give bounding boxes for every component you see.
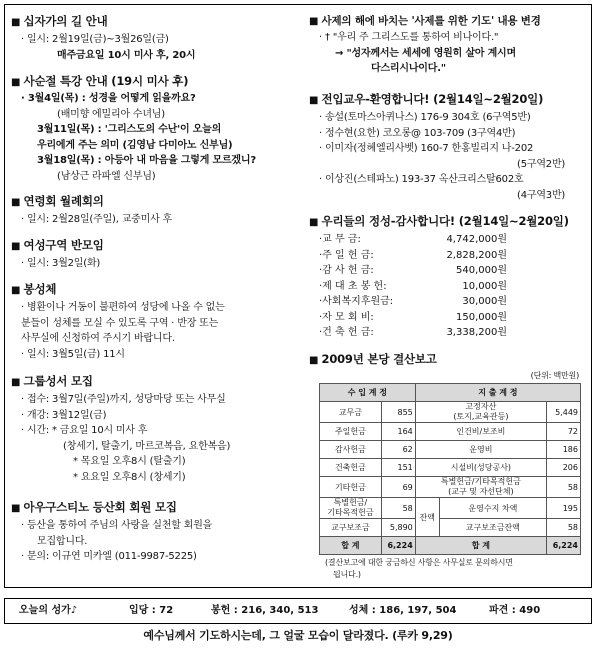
info-line: · 등산을 통하여 주님의 사랑을 실천할 회원을 xyxy=(21,520,213,531)
offering-amount: 4,742,000원 xyxy=(446,234,507,245)
hymn-recessional: 파견 : 490 xyxy=(489,605,541,616)
expense-total-label: 합 계 xyxy=(415,537,546,555)
prayer-line: → "성자께서는 세세에 영원히 살아 계시며 xyxy=(335,47,516,59)
section-offering xyxy=(309,213,587,341)
offering-label: ·자 모 회 비: xyxy=(319,311,374,323)
section-title: ■ 사순절 특강 안내 (19시 미사 후) xyxy=(11,73,301,89)
hymn-entrance: 입당 : 72 xyxy=(129,605,174,616)
offering-label: ·주 일 헌 금: xyxy=(319,249,374,261)
expense-value: 195 xyxy=(547,498,581,519)
offering-row xyxy=(309,325,587,341)
info-line: * 목요일 오후8시 (탈출기) xyxy=(73,456,186,467)
lecture-line: 3월18일(목) : 아등아 내 마음을 그렇게 모르겠니? xyxy=(37,155,256,166)
hymn-communion: 성체 : 186, 197, 504 xyxy=(349,605,457,616)
expense-value: 206 xyxy=(547,459,581,477)
income-value: 62 xyxy=(381,441,415,459)
table-row xyxy=(320,498,581,519)
offering-row xyxy=(309,279,587,295)
expense-value: 58 xyxy=(547,519,581,537)
table-row xyxy=(320,519,581,537)
schedule-line: · 일시: 2월19일(금)~3월26일(금) xyxy=(21,34,169,45)
offering-amount: 150,000원 xyxy=(455,311,507,323)
offering-row xyxy=(309,310,587,326)
expense-label-line: (교구 및 자선단체) xyxy=(448,487,514,496)
section-home-communion xyxy=(11,281,301,362)
income-label: 건축헌금 xyxy=(320,459,382,477)
expense-total-value: 6,224 xyxy=(547,537,581,555)
expense-value: 5,449 xyxy=(547,402,581,423)
section-title: ■ 십자가의 길 안내 xyxy=(11,13,301,29)
info-line: * 요요일 오후8시 (창세기) xyxy=(73,471,186,483)
bible-verse: 예수님께서 기도하시는데, 그 얼굴 모습이 달라졌다. (루카 9,29) xyxy=(143,629,453,642)
table-header-row xyxy=(320,384,581,402)
offering-amount: 2,828,200원 xyxy=(446,249,507,261)
offering-label: ·교 무 금: xyxy=(319,234,361,245)
offering-amount: 10,000원 xyxy=(462,280,507,292)
expense-label: 운영비 xyxy=(415,441,546,459)
income-label xyxy=(320,498,382,519)
contact-line: · 문의: 이규연 미카엘 (011-9987-5225) xyxy=(21,551,197,562)
section-title: ■ 우리들의 정성-감사합니다! (2월14일~2월20일) xyxy=(309,213,587,229)
info-line: (창세기, 탈출기, 마르코복음, 요한복음) xyxy=(63,440,231,452)
section-title: ■ 전입교우-환영합니다! (2월14일~2월20일) xyxy=(309,91,587,107)
info-line: 모집합니다. xyxy=(37,535,88,547)
newcomer-line: (4구역3반) xyxy=(517,189,566,201)
section-elders-meeting xyxy=(11,193,301,228)
offering-list xyxy=(309,232,587,341)
income-label-line: 기타목적헌금 xyxy=(327,508,374,517)
settlement-note: 됩니다.) xyxy=(333,570,361,579)
info-line: · 병환이나 거동이 불편하여 성당에 나올 수 없는 xyxy=(21,302,225,313)
offering-amount: 30,000원 xyxy=(462,296,507,307)
expense-value: 58 xyxy=(547,477,581,498)
balance-label: 잔액 xyxy=(415,498,439,537)
section-title: ■ 여성구역 반모임 xyxy=(11,237,301,253)
lecture-line: · 3월4일(목) : 성경을 어떻게 읽을까요? xyxy=(21,93,196,104)
offering-label: ·건 축 헌 금: xyxy=(319,327,374,338)
newcomer-line: (5구역2반) xyxy=(517,158,566,170)
section-title: ■ 2009년 본당 결산보고 xyxy=(309,351,587,367)
section-title: ■ 연령회 월례회의 xyxy=(11,193,301,209)
table-row xyxy=(320,477,581,498)
lecture-speaker: (남상근 라파엘 신부님) xyxy=(57,170,156,182)
expense-value: 186 xyxy=(547,441,581,459)
income-label: 감사헌금 xyxy=(320,441,382,459)
info-line: · 일시: 2월28일(주일), 교중미사 후 xyxy=(21,214,172,225)
settlement-note: (결산보고에 대한 궁금하신 사항은 사무실로 문의하시면 xyxy=(325,558,513,567)
newcomer-line: · 정수현(요한) 코오롱@ 103-709 (3구역4반) xyxy=(319,127,516,139)
offering-label: ·감 사 헌 금: xyxy=(319,265,374,276)
expense-label: 운영수지 차액 xyxy=(439,498,546,519)
info-line: · 일시: 3월5일(금) 11시 xyxy=(21,348,125,360)
offering-label: ·제 대 초 봉 헌: xyxy=(319,280,387,292)
newcomer-line: · 송설(토마스아퀴나스) 176-9 304호 (6구역5반) xyxy=(319,112,531,123)
info-line: · 개강: 3월12일(금) xyxy=(21,409,107,421)
settlement-table xyxy=(319,383,581,555)
lecture-line: 우리에게 주는 의미 (김영남 다미아노 신부님) xyxy=(37,139,233,151)
section-lent-lecture xyxy=(11,73,301,184)
expense-header: 지 출 계 정 xyxy=(415,384,580,402)
hymn-bar xyxy=(4,598,592,624)
section-newcomers xyxy=(309,91,587,203)
schedule-line: 매주금요일 10시 미사 후, 20시 xyxy=(57,49,196,61)
newcomer-line: · 이미자(정혜엘리사벳) 160-7 한홍빌리지 나-202 xyxy=(319,143,534,154)
section-way-of-cross xyxy=(11,13,301,63)
lecture-speaker: (배미향 에밀리아 수녀님) xyxy=(57,108,165,120)
prayer-line: · † "우리 주 그리스도를 통하여 비나이다." xyxy=(319,32,499,43)
lecture-line: 3월11일(목) : '그리스도의 수난'이 오늘의 xyxy=(37,124,222,135)
expense-label: 시설비(성당공사) xyxy=(415,459,546,477)
section-settlement xyxy=(309,351,587,581)
expense-label: 인건비/보조비 xyxy=(415,423,546,441)
offering-row xyxy=(309,248,587,264)
expense-label-line: 고정자산 xyxy=(465,402,497,411)
section-bible-study xyxy=(11,373,301,485)
income-value: 151 xyxy=(381,459,415,477)
total-row xyxy=(320,537,581,555)
income-label: 교구보조금 xyxy=(320,519,382,537)
offering-label: ·사회복지후원금: xyxy=(319,296,394,307)
income-label-line: 특별헌금/ xyxy=(333,498,368,507)
section-prayer-change xyxy=(309,13,587,77)
hymn-offertory: 봉헌 : 216, 340, 513 xyxy=(211,605,319,616)
offering-row xyxy=(309,294,587,310)
income-value: 5,890 xyxy=(381,519,415,537)
table-row xyxy=(320,423,581,441)
section-hiking-club xyxy=(11,499,301,565)
newcomer-line: · 이상진(스테파노) 193-37 옥산크리스탈602호 xyxy=(319,174,524,185)
income-value: 855 xyxy=(381,402,415,423)
info-line: 사무실에 신청하여 주시기 바랍니다. xyxy=(21,333,175,344)
expense-label-line: 특별헌금/기타목적헌금 xyxy=(440,477,521,486)
prayer-line: 다스리시나이다." xyxy=(371,63,446,74)
info-line: · 접수: 3월7일(주일)까지, 성당마당 또는 사무실 xyxy=(21,394,226,405)
expense-label: 교구보조금잔액 xyxy=(439,519,546,537)
expense-label xyxy=(415,477,546,498)
income-value: 69 xyxy=(381,477,415,498)
income-label: 주일헌금 xyxy=(320,423,382,441)
table-row xyxy=(320,459,581,477)
table-row xyxy=(320,402,581,423)
income-label: 교무금 xyxy=(320,402,382,423)
info-line: · 일시: 3월2일(화) xyxy=(21,258,101,269)
bulletin-frame xyxy=(4,4,592,588)
income-total-label: 합 계 xyxy=(320,537,382,555)
offering-row xyxy=(309,263,587,279)
section-title: ■ 아우구스티노 등산회 회원 모집 xyxy=(11,499,301,515)
expense-label-line: (토지,교육관등) xyxy=(453,412,509,421)
income-value: 164 xyxy=(381,423,415,441)
section-title: ■ 사제의 해에 바치는 '사제를 위한 기도' 내용 변경 xyxy=(309,13,587,28)
table-row xyxy=(320,441,581,459)
expense-value: 72 xyxy=(547,423,581,441)
info-line: 분들이 성체를 모실 수 있도록 구역 · 반장 또는 xyxy=(21,317,219,329)
info-line: · 시간: * 금요일 10시 미사 후 xyxy=(21,425,148,436)
offering-amount: 540,000원 xyxy=(455,265,507,276)
hymn-label: 오늘의 성가♪ xyxy=(19,605,78,616)
income-value: 58 xyxy=(381,498,415,519)
income-header: 수 입 계 정 xyxy=(320,384,416,402)
income-total-value: 6,224 xyxy=(381,537,415,555)
expense-label xyxy=(415,402,546,423)
offering-amount: 3,338,200원 xyxy=(446,327,507,338)
income-label: 기타헌금 xyxy=(320,477,382,498)
unit-label: (단위: 백만원) xyxy=(530,371,579,380)
offering-row xyxy=(309,232,587,248)
section-title: ■ 그룹성서 모집 xyxy=(11,373,301,389)
section-title: ■ 봉성체 xyxy=(11,281,301,297)
section-women-meeting xyxy=(11,237,301,272)
